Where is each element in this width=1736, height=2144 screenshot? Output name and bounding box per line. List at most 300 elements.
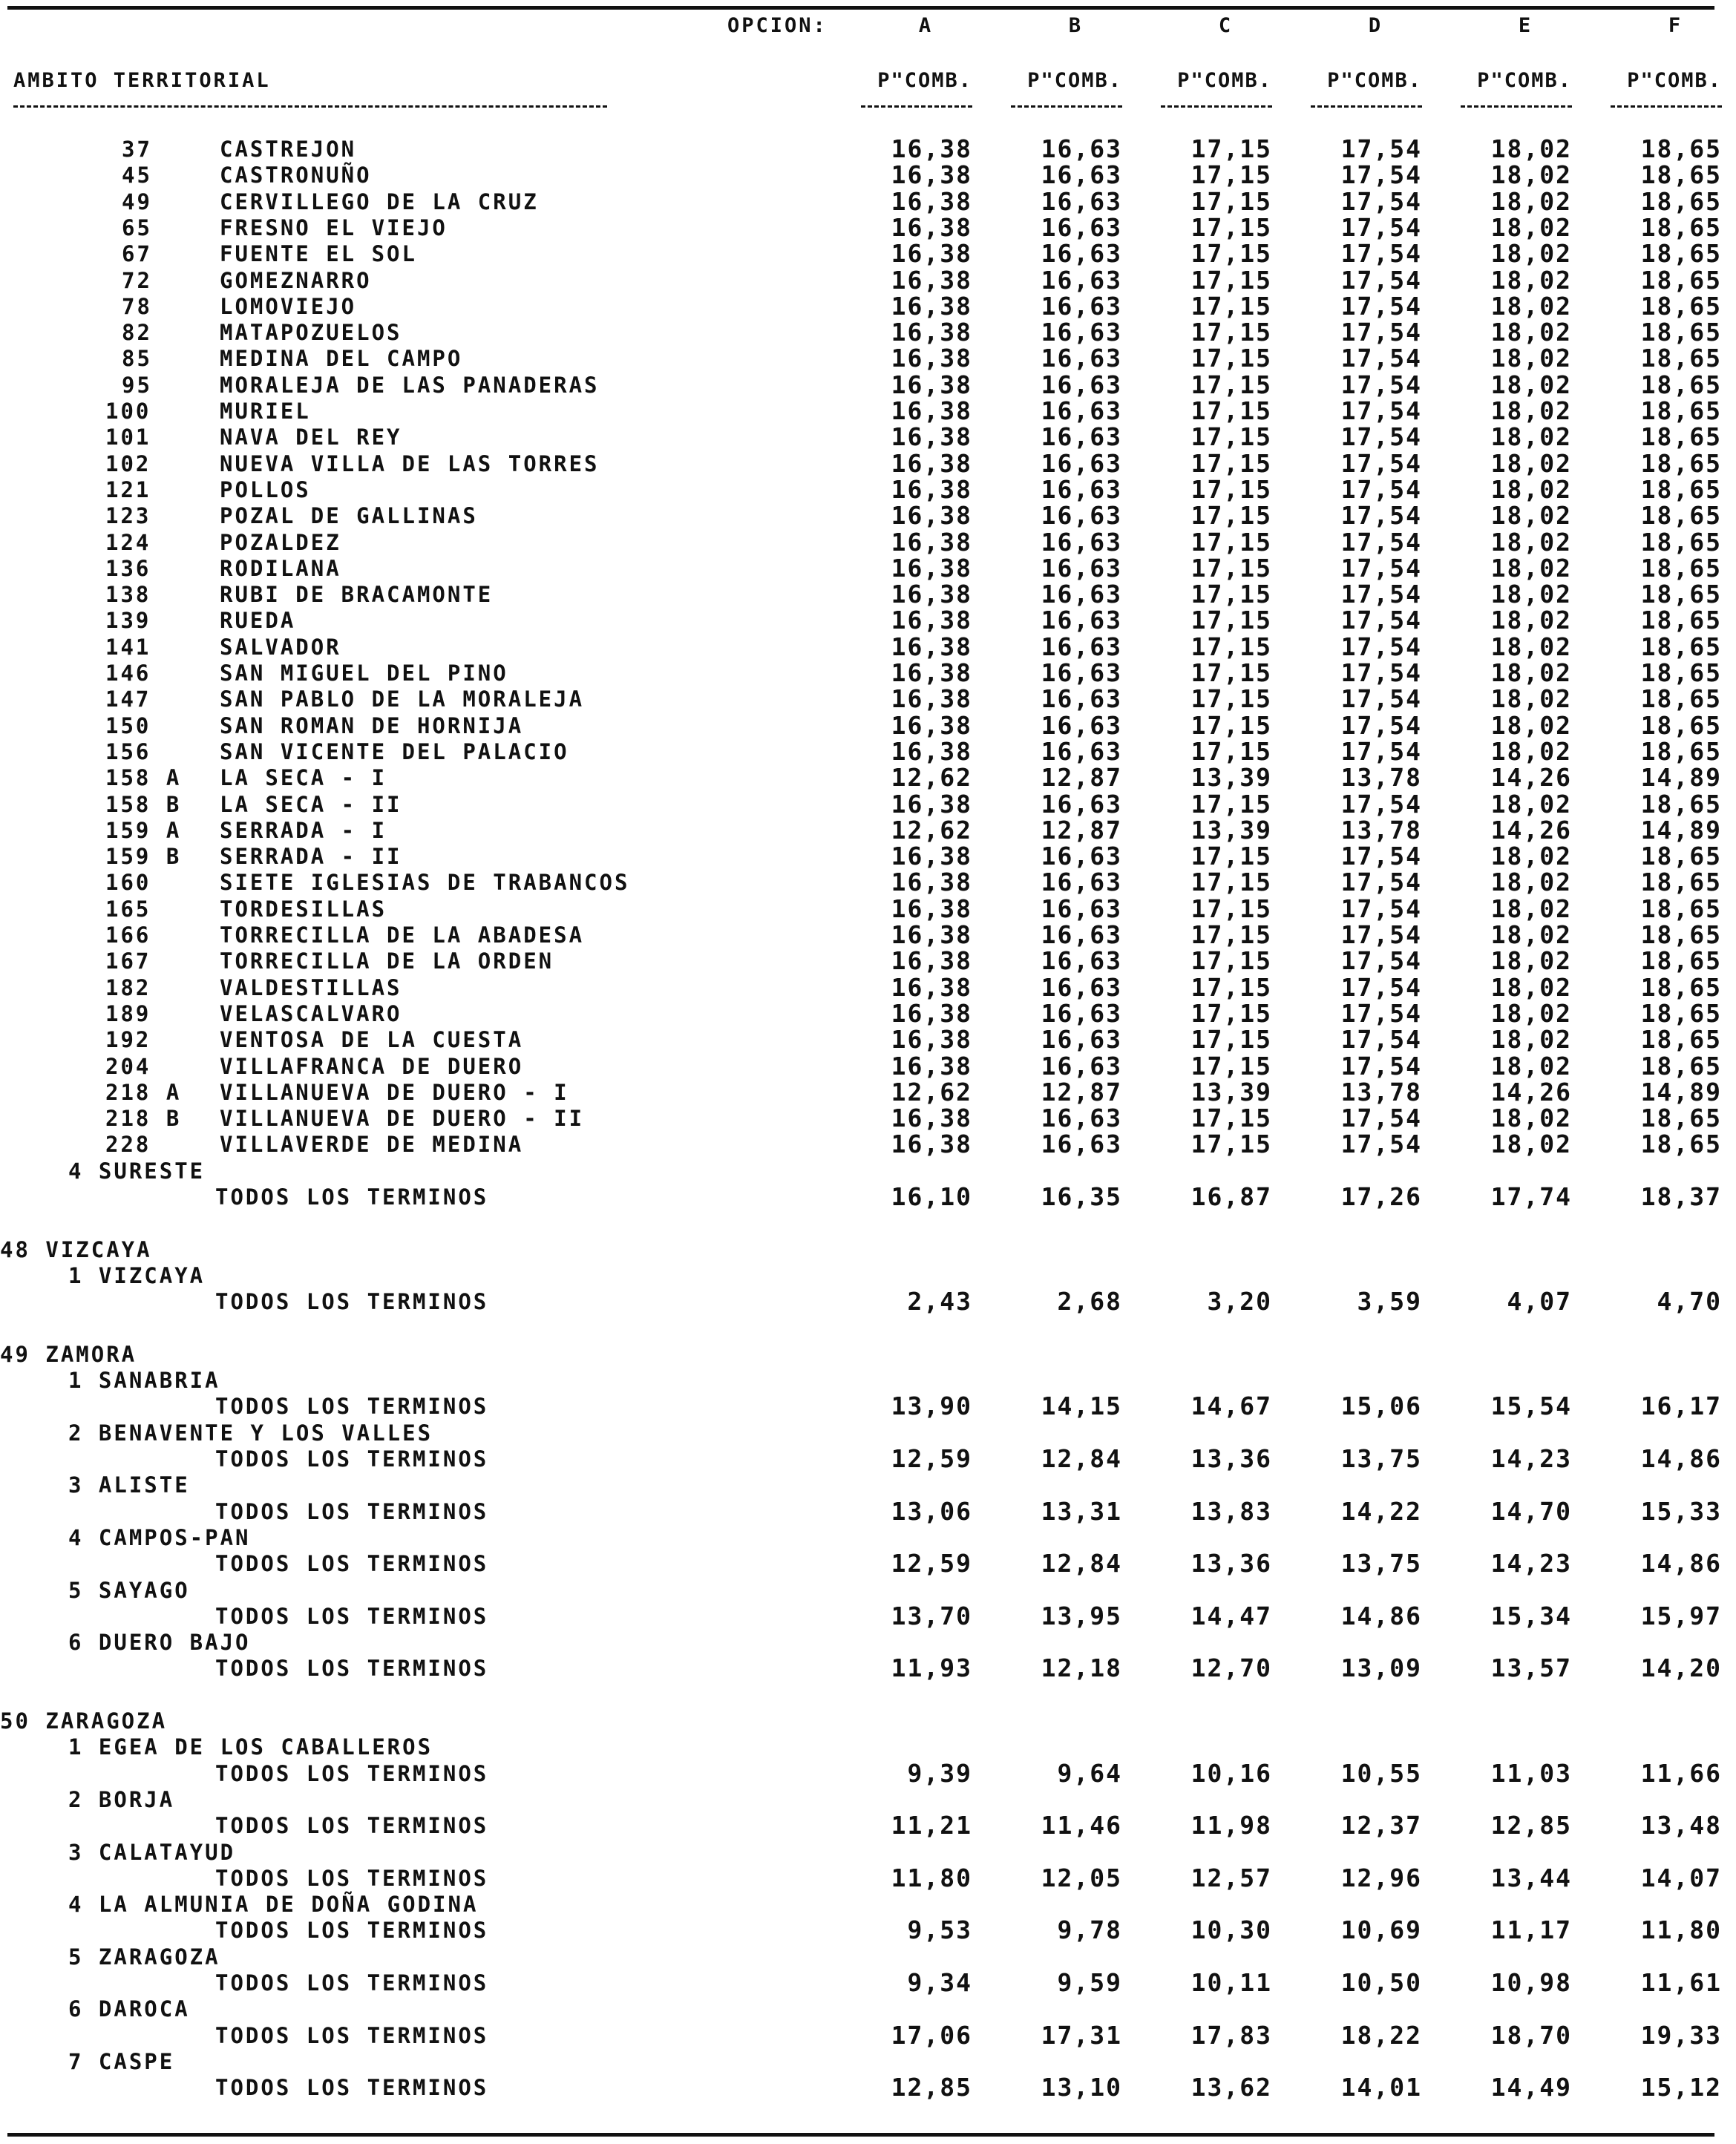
value-cell-a: 11,80	[891, 1863, 972, 1892]
value-cell-c: 16,87	[1190, 1182, 1272, 1211]
value-cell-e: 18,02	[1490, 396, 1572, 425]
ambito-underline	[13, 105, 607, 108]
value-cell-c: 11,98	[1190, 1811, 1272, 1840]
option-c-label: C	[1218, 14, 1231, 37]
all-terms-label: TODOS LOS TERMINOS	[215, 1289, 489, 1314]
value-cell-e: 11,03	[1490, 1759, 1572, 1788]
value-cell-f: 18,65	[1640, 266, 1722, 295]
value-cell-e: 18,02	[1490, 239, 1572, 268]
value-cell-c: 17,15	[1190, 1025, 1272, 1054]
value-cell-f: 13,48	[1640, 1811, 1722, 1840]
value-cell-b: 16,63	[1041, 187, 1122, 216]
term-code: 160	[105, 870, 151, 895]
term-name: GOMEZNARRO	[220, 268, 372, 293]
col-e-underline	[1461, 105, 1572, 108]
term-name: RODILANA	[220, 556, 341, 581]
value-cell-d: 12,96	[1340, 1863, 1422, 1892]
value-cell-c: 17,15	[1190, 1130, 1272, 1158]
value-cell-c: 17,15	[1190, 842, 1272, 871]
term-name: SAN PABLO DE LA MORALEJA	[220, 686, 585, 712]
value-cell-d: 3,59	[1357, 1287, 1422, 1316]
all-terms-label: TODOS LOS TERMINOS	[215, 1394, 489, 1419]
term-code: 141	[105, 635, 151, 660]
value-cell-a: 16,38	[891, 894, 972, 923]
value-cell-c: 17,15	[1190, 684, 1272, 713]
value-cell-a: 16,38	[891, 790, 972, 819]
value-cell-c: 10,16	[1190, 1759, 1272, 1788]
value-cell-e: 14,26	[1490, 1078, 1572, 1107]
value-cell-c: 14,67	[1190, 1391, 1272, 1420]
value-cell-e: 13,57	[1490, 1653, 1572, 1682]
value-cell-d: 13,78	[1340, 1078, 1422, 1107]
zone-label: 1 SANABRIA	[68, 1368, 220, 1393]
province-label: 48 VIZCAYA	[0, 1237, 152, 1262]
term-name: FUENTE EL SOL	[220, 241, 417, 266]
value-cell-c: 17,15	[1190, 1104, 1272, 1132]
term-code: 218 B	[105, 1106, 182, 1131]
value-cell-d: 17,54	[1340, 1104, 1422, 1132]
term-name: VILLANUEVA DE DUERO - I	[220, 1080, 569, 1105]
value-cell-d: 13,78	[1340, 763, 1422, 792]
zone-label: 3 CALATAYUD	[68, 1840, 236, 1865]
term-code: 156	[105, 739, 151, 764]
value-cell-e: 14,26	[1490, 763, 1572, 792]
option-d-label: D	[1368, 14, 1381, 37]
value-cell-e: 18,02	[1490, 711, 1572, 740]
value-cell-a: 16,38	[891, 868, 972, 896]
value-cell-a: 9,53	[907, 1915, 972, 1944]
value-cell-a: 17,06	[891, 2021, 972, 2050]
value-cell-c: 13,39	[1190, 1078, 1272, 1107]
value-cell-a: 2,43	[907, 1287, 972, 1316]
col-f-header: P"COMB.	[1627, 69, 1722, 92]
term-code: 182	[105, 975, 151, 1000]
value-cell-b: 12,87	[1041, 1078, 1122, 1107]
value-cell-f: 14,89	[1640, 1078, 1722, 1107]
value-cell-b: 9,64	[1057, 1759, 1122, 1788]
all-terms-label: TODOS LOS TERMINOS	[215, 1918, 489, 1943]
value-cell-e: 18,02	[1490, 292, 1572, 321]
value-cell-b: 12,05	[1041, 1863, 1122, 1892]
value-cell-c: 17,15	[1190, 292, 1272, 321]
value-cell-e: 18,02	[1490, 920, 1572, 949]
value-cell-d: 17,54	[1340, 632, 1422, 661]
value-cell-f: 18,65	[1640, 711, 1722, 740]
term-name: SERRADA - I	[220, 818, 387, 843]
value-cell-f: 18,65	[1640, 449, 1722, 478]
term-code: 228	[105, 1132, 151, 1157]
value-cell-d: 17,54	[1340, 894, 1422, 923]
value-cell-b: 16,63	[1041, 344, 1122, 373]
value-cell-f: 18,65	[1640, 528, 1722, 557]
value-cell-d: 13,75	[1340, 1444, 1422, 1473]
value-cell-b: 16,63	[1041, 449, 1122, 478]
value-cell-e: 18,02	[1490, 344, 1572, 373]
value-cell-f: 18,65	[1640, 422, 1722, 451]
col-d-header: P"COMB.	[1327, 69, 1422, 92]
value-cell-f: 4,70	[1657, 1287, 1722, 1316]
value-cell-b: 12,84	[1041, 1444, 1122, 1473]
value-cell-b: 16,63	[1041, 292, 1122, 321]
value-cell-b: 16,63	[1041, 737, 1122, 766]
value-cell-c: 17,15	[1190, 475, 1272, 504]
value-cell-a: 16,38	[891, 554, 972, 583]
value-cell-b: 16,63	[1041, 422, 1122, 451]
term-name: CERVILLEGO DE LA CRUZ	[220, 189, 539, 214]
value-cell-e: 18,02	[1490, 213, 1572, 242]
option-e-label: E	[1518, 14, 1531, 37]
zone-label: 2 BENAVENTE Y LOS VALLES	[68, 1420, 433, 1446]
value-cell-f: 14,20	[1640, 1653, 1722, 1682]
value-cell-f: 18,65	[1640, 134, 1722, 163]
value-cell-e: 18,02	[1490, 528, 1572, 557]
value-cell-c: 12,70	[1190, 1653, 1272, 1682]
value-cell-d: 17,54	[1340, 292, 1422, 321]
value-cell-a: 16,38	[891, 187, 972, 216]
value-cell-b: 16,63	[1041, 396, 1122, 425]
value-cell-d: 17,54	[1340, 187, 1422, 216]
value-cell-e: 12,85	[1490, 1811, 1572, 1840]
value-cell-d: 17,54	[1340, 711, 1422, 740]
value-cell-c: 17,15	[1190, 868, 1272, 896]
value-cell-c: 17,15	[1190, 422, 1272, 451]
value-cell-b: 16,63	[1041, 790, 1122, 819]
col-f-underline	[1611, 105, 1722, 108]
value-cell-f: 18,65	[1640, 684, 1722, 713]
value-cell-f: 18,65	[1640, 318, 1722, 347]
value-cell-d: 17,26	[1340, 1182, 1422, 1211]
value-cell-d: 10,50	[1340, 1968, 1422, 1997]
value-cell-d: 17,54	[1340, 658, 1422, 687]
value-cell-c: 17,15	[1190, 1052, 1272, 1081]
value-cell-a: 12,62	[891, 1078, 972, 1107]
value-cell-e: 18,02	[1490, 1104, 1572, 1132]
value-cell-c: 17,15	[1190, 396, 1272, 425]
value-cell-a: 12,59	[891, 1444, 972, 1473]
value-cell-d: 17,54	[1340, 1025, 1422, 1054]
zone-label: 1 VIZCAYA	[68, 1263, 206, 1288]
value-cell-f: 14,86	[1640, 1549, 1722, 1578]
col-c-underline	[1161, 105, 1272, 108]
value-cell-d: 17,54	[1340, 266, 1422, 295]
term-name: MATAPOZUELOS	[220, 320, 402, 345]
value-cell-d: 17,54	[1340, 1052, 1422, 1081]
col-a-underline	[861, 105, 972, 108]
term-code: 101	[105, 424, 151, 450]
value-cell-c: 17,15	[1190, 999, 1272, 1028]
value-cell-d: 17,54	[1340, 920, 1422, 949]
top-rule	[7, 6, 1714, 10]
value-cell-b: 16,35	[1041, 1182, 1122, 1211]
value-cell-b: 16,63	[1041, 1052, 1122, 1081]
value-cell-a: 16,38	[891, 999, 972, 1028]
term-name: FRESNO EL VIEJO	[220, 215, 448, 240]
zone-label: 4 CAMPOS-PAN	[68, 1525, 251, 1550]
value-cell-c: 17,15	[1190, 266, 1272, 295]
value-cell-a: 16,38	[891, 1052, 972, 1081]
term-code: 159 A	[105, 818, 182, 843]
value-cell-d: 17,54	[1340, 790, 1422, 819]
value-cell-e: 18,02	[1490, 842, 1572, 871]
value-cell-c: 13,83	[1190, 1497, 1272, 1526]
value-cell-c: 17,15	[1190, 737, 1272, 766]
value-cell-d: 17,54	[1340, 475, 1422, 504]
zone-label: 2 BORJA	[68, 1787, 175, 1812]
value-cell-d: 17,54	[1340, 842, 1422, 871]
value-cell-b: 11,46	[1041, 1811, 1122, 1840]
term-code: 95	[122, 373, 152, 398]
all-terms-label: TODOS LOS TERMINOS	[215, 1970, 489, 1996]
value-cell-f: 18,65	[1640, 632, 1722, 661]
term-name: MORALEJA DE LAS PANADERAS	[220, 373, 600, 398]
value-cell-c: 17,15	[1190, 658, 1272, 687]
zone-label: 5 ZARAGOZA	[68, 1944, 220, 1970]
all-terms-label: TODOS LOS TERMINOS	[215, 1551, 489, 1576]
value-cell-f: 18,65	[1640, 396, 1722, 425]
value-cell-d: 17,54	[1340, 318, 1422, 347]
term-name: SERRADA - II	[220, 844, 402, 869]
value-cell-b: 16,63	[1041, 999, 1122, 1028]
term-code: 165	[105, 896, 151, 922]
value-cell-d: 14,22	[1340, 1497, 1422, 1526]
value-cell-f: 18,65	[1640, 999, 1722, 1028]
value-cell-d: 17,54	[1340, 370, 1422, 399]
value-cell-f: 18,65	[1640, 370, 1722, 399]
value-cell-c: 17,15	[1190, 187, 1272, 216]
value-cell-b: 16,63	[1041, 528, 1122, 557]
value-cell-d: 15,06	[1340, 1391, 1422, 1420]
value-cell-a: 12,62	[891, 816, 972, 845]
value-cell-f: 18,65	[1640, 946, 1722, 975]
value-cell-a: 16,38	[891, 1025, 972, 1054]
term-name: VELASCALVARO	[220, 1001, 402, 1026]
value-cell-e: 18,02	[1490, 475, 1572, 504]
value-cell-c: 10,30	[1190, 1915, 1272, 1944]
value-cell-d: 17,54	[1340, 868, 1422, 896]
value-cell-d: 17,54	[1340, 501, 1422, 530]
value-cell-e: 18,02	[1490, 449, 1572, 478]
term-name: VALDESTILLAS	[220, 975, 402, 1000]
value-cell-f: 16,17	[1640, 1391, 1722, 1420]
term-code: 166	[105, 922, 151, 948]
value-cell-b: 2,68	[1057, 1287, 1122, 1316]
value-cell-b: 16,63	[1041, 370, 1122, 399]
zone-label: 4 LA ALMUNIA DE DOÑA GODINA	[68, 1892, 479, 1917]
value-cell-a: 16,38	[891, 1104, 972, 1132]
term-code: 158 A	[105, 765, 182, 790]
value-cell-c: 17,15	[1190, 920, 1272, 949]
value-cell-d: 17,54	[1340, 737, 1422, 766]
value-cell-f: 18,65	[1640, 187, 1722, 216]
value-cell-d: 17,54	[1340, 973, 1422, 1002]
term-code: 121	[105, 477, 151, 502]
value-cell-f: 15,33	[1640, 1497, 1722, 1526]
value-cell-e: 18,02	[1490, 1052, 1572, 1081]
all-terms-label: TODOS LOS TERMINOS	[215, 2023, 489, 2048]
value-cell-a: 16,38	[891, 528, 972, 557]
zone-label: 7 CASPE	[68, 2049, 175, 2074]
value-cell-a: 16,38	[891, 344, 972, 373]
value-cell-a: 13,70	[891, 1602, 972, 1630]
value-cell-c: 13,62	[1190, 2073, 1272, 2102]
value-cell-f: 18,65	[1640, 606, 1722, 635]
value-cell-c: 3,20	[1207, 1287, 1272, 1316]
value-cell-c: 17,15	[1190, 580, 1272, 609]
value-cell-b: 16,63	[1041, 213, 1122, 242]
value-cell-a: 16,38	[891, 134, 972, 163]
value-cell-b: 14,15	[1041, 1391, 1122, 1420]
value-cell-d: 17,54	[1340, 449, 1422, 478]
value-cell-c: 17,15	[1190, 632, 1272, 661]
bottom-rule	[7, 2133, 1714, 2137]
value-cell-b: 16,63	[1041, 842, 1122, 871]
value-cell-a: 16,38	[891, 501, 972, 530]
value-cell-b: 16,63	[1041, 318, 1122, 347]
value-cell-f: 18,65	[1640, 160, 1722, 189]
value-cell-d: 17,54	[1340, 554, 1422, 583]
value-cell-d: 13,78	[1340, 816, 1422, 845]
value-cell-c: 17,15	[1190, 606, 1272, 635]
value-cell-a: 12,62	[891, 763, 972, 792]
term-name: LA SECA - II	[220, 792, 402, 817]
value-cell-f: 18,65	[1640, 554, 1722, 583]
value-cell-f: 11,61	[1640, 1968, 1722, 1997]
value-cell-a: 16,10	[891, 1182, 972, 1211]
value-cell-e: 14,70	[1490, 1497, 1572, 1526]
value-cell-d: 17,54	[1340, 239, 1422, 268]
term-name: TORRECILLA DE LA ORDEN	[220, 948, 554, 974]
value-cell-c: 17,15	[1190, 894, 1272, 923]
zone-label: 6 DUERO BAJO	[68, 1630, 251, 1655]
value-cell-a: 16,38	[891, 973, 972, 1002]
value-cell-e: 18,02	[1490, 973, 1572, 1002]
value-cell-d: 10,55	[1340, 1759, 1422, 1788]
value-cell-c: 17,15	[1190, 160, 1272, 189]
value-cell-f: 18,65	[1640, 842, 1722, 871]
value-cell-b: 16,63	[1041, 684, 1122, 713]
value-cell-a: 9,39	[907, 1759, 972, 1788]
value-cell-a: 16,38	[891, 658, 972, 687]
value-cell-e: 18,02	[1490, 999, 1572, 1028]
term-code: 45	[122, 163, 152, 188]
value-cell-e: 18,02	[1490, 187, 1572, 216]
value-cell-f: 18,65	[1640, 292, 1722, 321]
all-terms-label: TODOS LOS TERMINOS	[215, 1656, 489, 1681]
value-cell-d: 17,54	[1340, 684, 1422, 713]
value-cell-e: 18,02	[1490, 606, 1572, 635]
value-cell-e: 18,02	[1490, 1130, 1572, 1158]
zone-label: 1 EGEA DE LOS CABALLEROS	[68, 1734, 433, 1760]
value-cell-f: 18,65	[1640, 973, 1722, 1002]
value-cell-f: 18,65	[1640, 580, 1722, 609]
value-cell-f: 18,65	[1640, 501, 1722, 530]
value-cell-d: 10,69	[1340, 1915, 1422, 1944]
value-cell-a: 13,06	[891, 1497, 972, 1526]
term-name: NAVA DEL REY	[220, 424, 402, 450]
value-cell-e: 18,02	[1490, 501, 1572, 530]
term-code: 72	[122, 268, 152, 293]
value-cell-b: 16,63	[1041, 160, 1122, 189]
value-cell-b: 16,63	[1041, 580, 1122, 609]
province-label: 50 ZARAGOZA	[0, 1708, 168, 1734]
value-cell-b: 16,63	[1041, 501, 1122, 530]
value-cell-d: 17,54	[1340, 580, 1422, 609]
value-cell-d: 17,54	[1340, 999, 1422, 1028]
value-cell-a: 16,38	[891, 292, 972, 321]
term-name: RUBI DE BRACAMONTE	[220, 582, 494, 607]
col-d-underline	[1311, 105, 1422, 108]
term-code: 100	[105, 399, 151, 424]
term-name: NUEVA VILLA DE LAS TORRES	[220, 451, 600, 476]
term-name: VENTOSA DE LA CUESTA	[220, 1027, 524, 1052]
term-code: 102	[105, 451, 151, 476]
value-cell-f: 18,65	[1640, 1052, 1722, 1081]
term-code: 146	[105, 660, 151, 686]
term-name: POLLOS	[220, 477, 311, 502]
value-cell-f: 15,12	[1640, 2073, 1722, 2102]
value-cell-e: 18,02	[1490, 1025, 1572, 1054]
value-cell-b: 16,63	[1041, 920, 1122, 949]
all-terms-label: TODOS LOS TERMINOS	[215, 1761, 489, 1786]
term-code: 65	[122, 215, 152, 240]
term-name: TORRECILLA DE LA ABADESA	[220, 922, 585, 948]
value-cell-d: 17,54	[1340, 396, 1422, 425]
col-b-header: P"COMB.	[1027, 69, 1122, 92]
value-cell-f: 18,65	[1640, 344, 1722, 373]
value-cell-a: 16,38	[891, 239, 972, 268]
value-cell-e: 18,02	[1490, 266, 1572, 295]
value-cell-b: 16,63	[1041, 632, 1122, 661]
value-cell-f: 18,65	[1640, 920, 1722, 949]
term-code: 192	[105, 1027, 151, 1052]
value-cell-c: 17,15	[1190, 213, 1272, 242]
value-cell-e: 17,74	[1490, 1182, 1572, 1211]
value-cell-f: 18,65	[1640, 737, 1722, 766]
value-cell-e: 18,02	[1490, 790, 1572, 819]
value-cell-d: 14,01	[1340, 2073, 1422, 2102]
value-cell-b: 16,63	[1041, 1025, 1122, 1054]
value-cell-b: 12,84	[1041, 1549, 1122, 1578]
value-cell-a: 16,38	[891, 842, 972, 871]
value-cell-c: 17,15	[1190, 946, 1272, 975]
value-cell-f: 18,65	[1640, 1130, 1722, 1158]
value-cell-b: 16,63	[1041, 946, 1122, 975]
value-cell-c: 17,15	[1190, 370, 1272, 399]
value-cell-c: 14,47	[1190, 1602, 1272, 1630]
term-name: SALVADOR	[220, 635, 341, 660]
value-cell-e: 18,02	[1490, 318, 1572, 347]
value-cell-e: 4,07	[1507, 1287, 1572, 1316]
value-cell-f: 18,65	[1640, 658, 1722, 687]
value-cell-c: 17,15	[1190, 973, 1272, 1002]
value-cell-a: 16,38	[891, 396, 972, 425]
value-cell-e: 15,34	[1490, 1602, 1572, 1630]
term-code: 82	[122, 320, 152, 345]
value-cell-b: 12,18	[1041, 1653, 1122, 1682]
value-cell-e: 18,02	[1490, 422, 1572, 451]
term-code: 78	[122, 294, 152, 319]
value-cell-b: 16,63	[1041, 973, 1122, 1002]
all-terms-label: TODOS LOS TERMINOS	[215, 1866, 489, 1891]
col-e-header: P"COMB.	[1477, 69, 1572, 92]
value-cell-d: 17,54	[1340, 606, 1422, 635]
value-cell-e: 18,02	[1490, 894, 1572, 923]
value-cell-d: 17,54	[1340, 134, 1422, 163]
value-cell-e: 18,02	[1490, 737, 1572, 766]
option-b-label: B	[1068, 14, 1081, 37]
term-name: SIETE IGLESIAS DE TRABANCOS	[220, 870, 630, 895]
term-name: VILLANUEVA DE DUERO - II	[220, 1106, 585, 1131]
